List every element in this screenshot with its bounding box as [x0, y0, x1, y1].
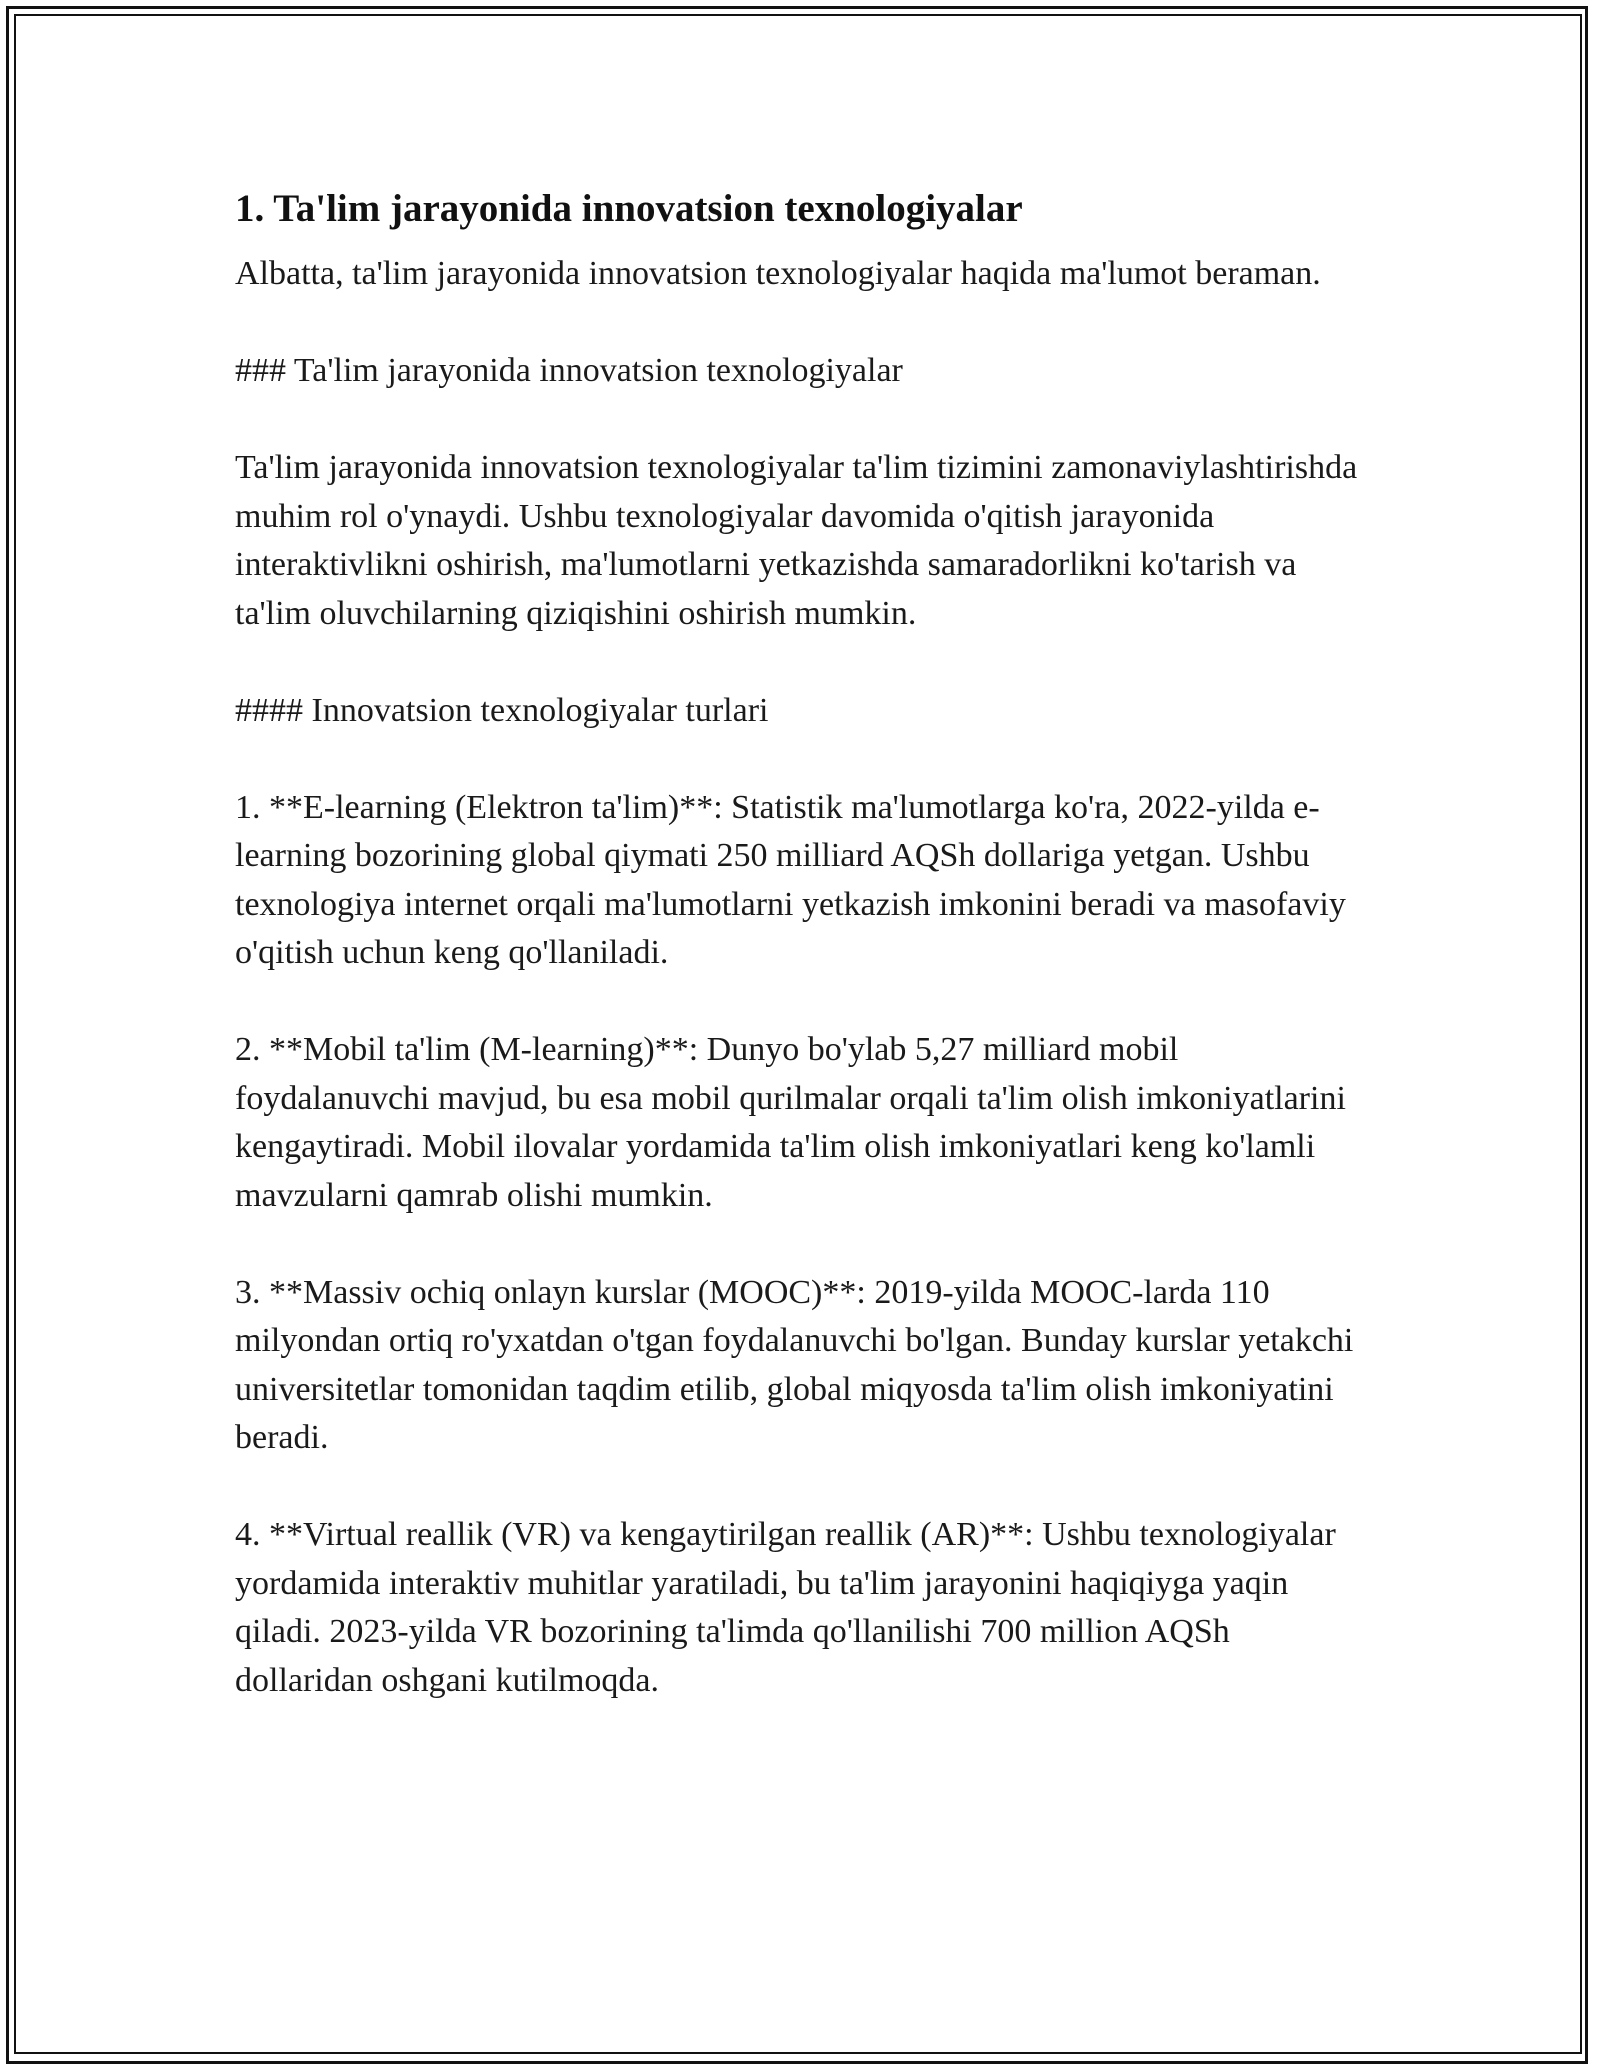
list-item-e-learning: 1. **E-learning (Elektron ta'lim)**: Statistik ma'lumotlarga ko'ra, 2022-yilda e-learning bozorining global qiymati 250 milliard AQSh dollariga yetgan. Ushbu texnologiya internet orqali ma'lumotlarni yetkazish imkonini beradi va masofaviy o'qitish uchun keng qo'llaniladi.: [235, 788, 1346, 971]
list-item-m-learning: 2. **Mobil ta'lim (M-learning)**: Dunyo bo'ylab 5,27 milliard mobil foydalanuvchi mavjud, bu esa mobil qurilmalar orqali ta'lim olish imkoniyatlarini kengaytiradi. Mobil ilovalar yordamida ta'lim olish imkoniyatlari keng ko'lamli mavzularni qamrab olishi mumkin.: [235, 1031, 1346, 1214]
section-heading-markdown: ### Ta'lim jarayonida innovatsion texnologiyalar: [235, 352, 903, 389]
document-body: [235, 185, 1370, 1705]
document-title: 1. Ta'lim jarayonida innovatsion texnologiyalar: [235, 187, 1023, 230]
list-item-vr-ar: 4. **Virtual reallik (VR) va kengaytirilgan reallik (AR)**: Ushbu texnologiyalar yordamida interaktiv muhitlar yaratiladi, bu ta'lim jarayonini haqiqiyga yaqin qiladi. 2023-yilda VR bozorining ta'limda qo'llanilishi 700 million AQSh dollaridan oshgani kutilmoqda.: [235, 1516, 1336, 1699]
intro-paragraph: Albatta, ta'lim jarayonida innovatsion texnologiyalar haqida ma'lumot beraman.: [235, 255, 1321, 292]
list-item-mooc: 3. **Massiv ochiq onlayn kurslar (MOOC)**: 2019-yilda MOOC-larda 110 milyondan ortiq ro'yxatdan o'tgan foydalanuvchi bo'lgan. Bunday kurslar yetakchi universitetlar tomonidan taqdim etilib, global miqyosda ta'lim olish imkoniyatini beradi.: [235, 1273, 1354, 1456]
subsection-heading-markdown: #### Innovatsion texnologiyalar turlari: [235, 691, 769, 729]
section-paragraph: Ta'lim jarayonida innovatsion texnologiyalar ta'lim tizimini zamonaviylashtirishda muhim rol o'ynaydi. Ushbu texnologiyalar davomida o'qitish jarayonida interaktivlikni oshirish, ma'lumotlarni yetkazishda samaradorlikni ko'tarish va ta'lim oluvchilarning qiziqishini oshirish mumkin.: [235, 449, 1358, 632]
